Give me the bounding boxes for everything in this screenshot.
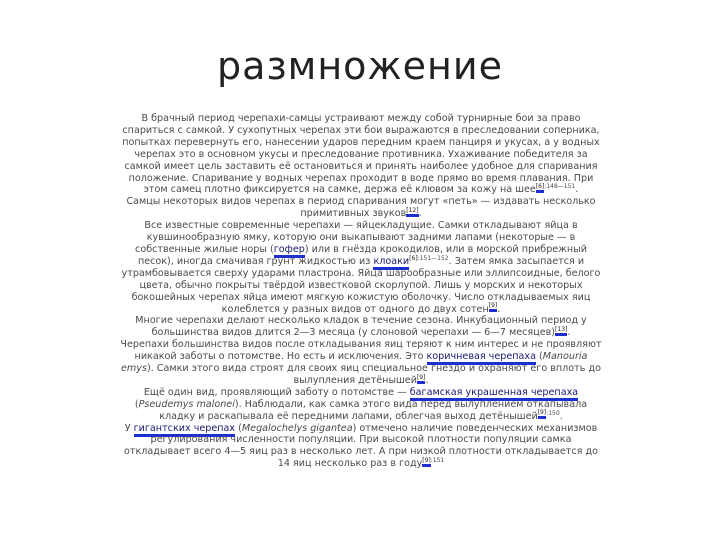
citation-ref[interactable]: [6] xyxy=(409,254,418,262)
paragraph-text: ) или в гнёзда крокодилов, или в морской прибрежный песок), иногда смачивая грунт жидкостью из xyxy=(137,243,587,267)
citation-ref[interactable]: [12] xyxy=(406,207,418,217)
citation-ref[interactable]: [13] xyxy=(555,326,567,336)
link-cloaca[interactable]: клоаки xyxy=(373,256,409,270)
paragraph-bahamas-turtle xyxy=(118,387,604,423)
paragraph-egg-laying xyxy=(118,220,604,315)
link-pseudemys-malonei[interactable]: багамская украшенная черепаха xyxy=(410,387,578,401)
paragraph-giant-tortoises xyxy=(118,423,604,471)
paragraph-text: Ещё один вид, проявляющий заботу о потомстве — xyxy=(143,386,410,398)
punctuation: ( xyxy=(535,351,543,363)
citation-ref[interactable]: [9] xyxy=(538,409,547,419)
paragraph-incubation xyxy=(118,315,604,339)
link-gopher[interactable]: гофер xyxy=(274,244,305,258)
paragraph-text: Черепахи большинства видов после откладывания яиц теряют к ним интерес и не проявляют никакой заботы о потомстве. Но есть и исключения. Это xyxy=(120,339,602,363)
paragraph-text: У xyxy=(124,422,134,434)
paragraph-text: Все известные современные черепахи — яйцекладущие. Самки откладывают яйца в кувшинообразную ямку, которую они выкапывают задними лапами (некоторые — в собственные жилые норы ( xyxy=(135,220,578,255)
punctuation: . xyxy=(559,410,563,422)
paragraph-text: В брачный период черепахи-самцы устраивают между собой турнирные бои за право спариться с самкой. У сухопутных черепах эти бои выражаются в преследовании соперника, попытках перевернуть его, нанесении ударов передним краем панциря и укусах, а у водных черепах это в основном укусы и преследование противника. Ухаживание победителя за самкой имеет цель заставить её остановиться и принять наиболее удобное для спаривания положение. Спаривание у водных черепах проходит в воде прямо во время плавания. При этом самец плотно фиксируется на самке, держа её клювом за кожу на шее xyxy=(122,113,600,196)
article-body xyxy=(118,113,604,470)
paragraph-singing xyxy=(118,196,604,220)
paragraph-text: ) отмечено наличие поведенческих механизмов регулирования численности популяции. При высокой плотности популяции самка откладывает всего 4—5 яиц раз в несколько лет. А при низкой плотности откладывается до 14 яиц несколько раз в году xyxy=(124,422,598,470)
citation-ref[interactable]: [9] xyxy=(489,302,498,312)
species-latin-name: Manouria emys xyxy=(121,351,588,375)
punctuation: . xyxy=(425,374,429,386)
link-giant-tortoises[interactable]: гигантских черепах xyxy=(134,423,235,437)
citation-ref[interactable]: [9] xyxy=(417,374,426,384)
citation-ref[interactable]: [6] xyxy=(536,183,545,193)
punctuation: . xyxy=(418,208,422,220)
citation-pages: :151 xyxy=(430,457,445,465)
citation-ref[interactable]: [9] xyxy=(422,457,431,467)
link-manouria-emys[interactable]: коричневая черепаха xyxy=(427,351,536,365)
punctuation: ( xyxy=(235,422,242,434)
paragraph-parental-care xyxy=(118,339,604,387)
paragraph-text: Самцы некоторых видов черепах в период спаривания могут «петь» — издавать несколько примитивных звуков xyxy=(126,196,596,220)
punctuation: . xyxy=(575,184,579,196)
slide-title: размножение xyxy=(217,44,503,88)
citation-pages: :150 xyxy=(546,409,560,417)
citation-pages: :151—152 xyxy=(417,254,449,262)
citation-pages: :148—151 xyxy=(544,183,576,191)
punctuation: . xyxy=(497,303,501,315)
species-latin-name: Pseudemys malonei xyxy=(138,398,235,410)
punctuation: . xyxy=(567,327,571,339)
species-latin-name: Megalochelys gigantea xyxy=(241,422,353,434)
paragraph-text: ). Наблюдали, как самка этого вида перед вылуплением откапывала кладку и раскапывала её передними лапами, облегчая выход детёнышей xyxy=(159,398,588,422)
paragraph-text: Многие черепахи делают несколько кладок в течение сезона. Инкубационный период у большинства видов длится 2—3 месяца (у слоновой черепахи — 6—7 месяцев) xyxy=(135,315,587,339)
paragraph-courtship xyxy=(118,113,604,196)
paragraph-text: . Затем ямка засыпается и утрамбовывается сверху ударами пластрона. Яйца шарообразные или эллипсоидные, белого цвета, обычно покрыты твёрдой известковой скорлупой. Лишь у морских и некоторых бокошейных черепах яйца имеют мягкую кожистую оболочку. Число откладываемых яиц колеблется у разных видов от одного до двух сотен xyxy=(121,255,601,315)
paragraph-text: ). Самки этого вида строят для своих яиц специальное гнездо и охраняют его вплоть до вылупления детёнышей xyxy=(146,363,601,386)
punctuation: ( xyxy=(134,398,139,410)
